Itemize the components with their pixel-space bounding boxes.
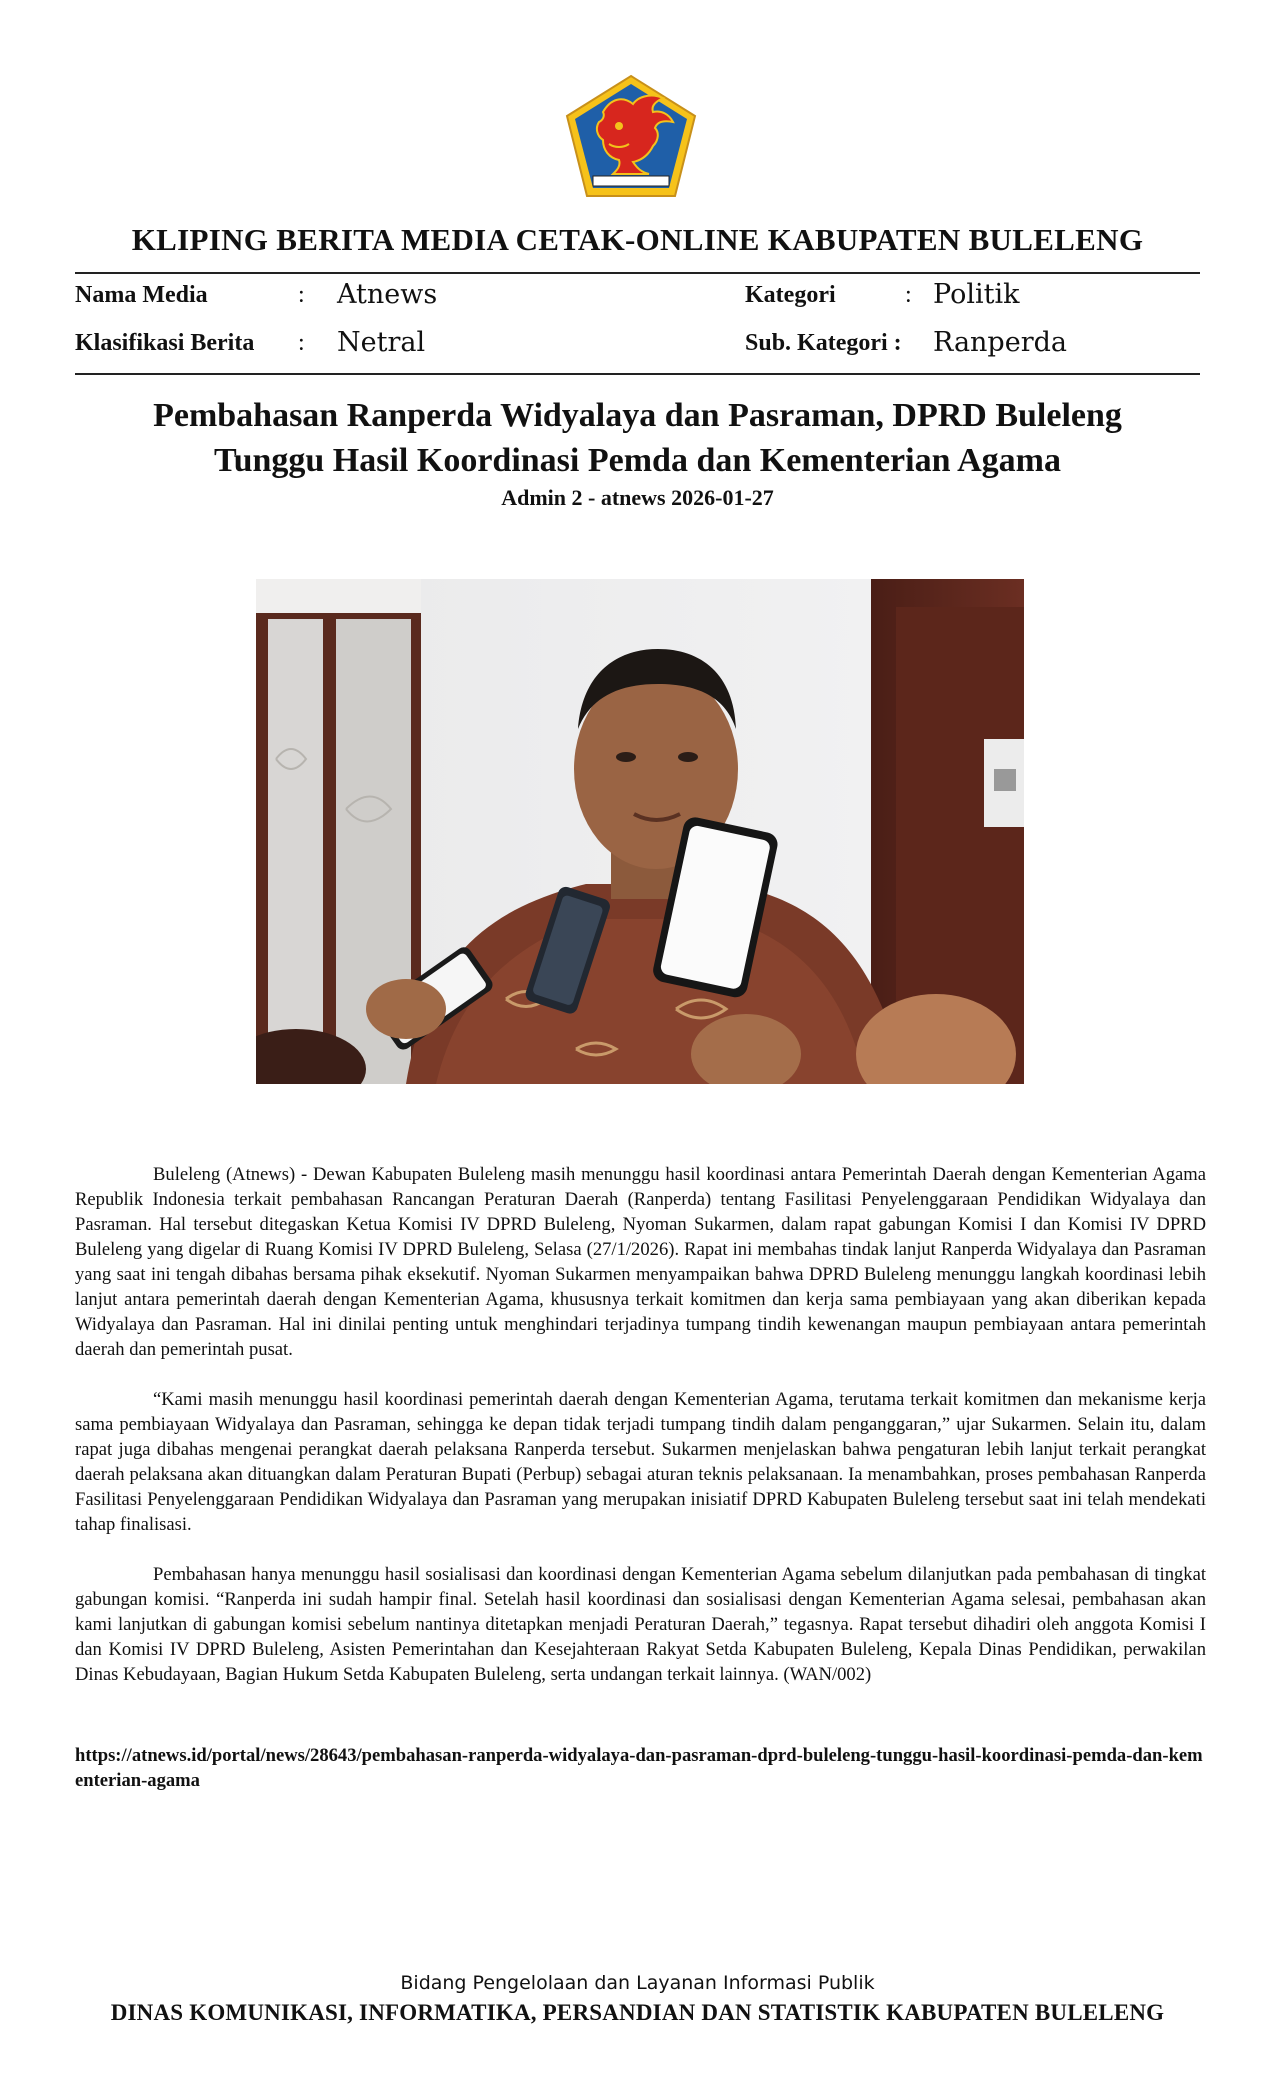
article-headline [75,393,1200,483]
buleleng-crest-logo [563,74,699,200]
subkategori-label: Sub. Kategori : [745,330,902,356]
kategori-label: Kategori [745,282,836,308]
paragraph-2: “Kami masih menunggu hasil koordinasi pemerintah daerah dengan Kementerian Agama, terutama terkait komitmen dan mekanisme kerja sama pembiayaan Widyalaya dan Pasraman, sehingga ke depan tidak terjadi tumpang tindih dalam penganggaran,” ujar Sukarmen. Selain itu, dalam rapat juga dibahas mengenai perangkat daerah pelaksana Ranperda tersebut. Sukarmen menjelaskan bahwa pengaturan lebih lanjut terkait perangkat daerah pelaksana akan dituangkan dalam Peraturan Bupati (Perbup) sebagai aturan teknis pelaksanaan. Ia menambahkan, proses pembahasan Ranperda Fasilitasi Penyelenggaraan Pendidikan Widyalaya dan Pasraman yang merupakan inisiatif DPRD Kabupaten Buleleng tersebut saat ini telah mendekati tahap finalisasi. [75,1389,1206,1535]
headline-line-2: Tunggu Hasil Koordinasi Pemda dan Kementerian Agama [214,442,1061,479]
masthead-title: KLIPING BERITA MEDIA CETAK-ONLINE KABUPATEN BULELENG [131,222,1144,257]
meta-row-media [75,280,1200,320]
klasifikasi-colon: : [298,330,305,356]
paragraph-3: Pembahasan hanya menunggu hasil sosialisasi dan koordinasi dengan Kementerian Agama sebelum dilanjutkan pada pembahasan di tingkat gabungan komisi. “Ranperda ini sudah hampir final. Setelah hasil koordinasi dan sosialisasi dengan Kementerian Agama selesai, pembahasan akan kami lanjutkan di gabungan komisi sebelum nantinya ditetapkan menjadi Peraturan Daerah,” tegasnya. Rapat tersebut dihadiri oleh anggota Komisi I dan Komisi IV DPRD Buleleng, Asisten Pemerintahan dan Kesejahteraan Rakyat Setda Kabupaten Buleleng, Kepala Dinas Pendidikan, perwakilan Dinas Kebudayaan, Bagian Hukum Setda Kabupaten Buleleng, serta undangan terkait lainnya. (WAN/002) [75,1564,1206,1685]
paragraph-1: Buleleng (Atnews) - Dewan Kabupaten Buleleng masih menunggu hasil koordinasi antara Pemerintah Daerah dengan Kementerian Agama Republik Indonesia terkait pembahasan Rancangan Peraturan Daerah (Ranperda) tentang Fasilitasi Penyelenggaraan Pendidikan Widyalaya dan Pasraman. Hal tersebut ditegaskan Ketua Komisi IV DPRD Buleleng, Nyoman Sukarmen, dalam rapat gabungan Komisi I dan Komisi IV DPRD Buleleng yang digelar di Ruang Komisi IV DPRD Buleleng, Selasa (27/1/2026). Rapat ini membahas tindak lanjut Ranperda Widyalaya dan Pasraman yang saat ini tengah dibahas bersama pihak eksekutif. Nyoman Sukarmen menyampaikan bahwa DPRD Buleleng menunggu langkah koordinasi lebih lanjut antara pemerintah daerah dengan Kementerian Agama, khususnya terkait komitmen dan kerja sama pembiayaan yang akan diberikan kepada Widyalaya dan Pasraman. Hal ini dinilai penting untuk menghindari terjadinya tumpang tindih kewenangan maupun pembiayaan antara pemerintah daerah dan pemerintah pusat. [75,1164,1206,1360]
kategori-colon: : [905,282,912,308]
article-byline: Admin 2 - atnews 2026-01-27 [501,485,774,510]
media-label: Nama Media [75,282,208,308]
media-value: Atnews [337,279,438,310]
article-photo [256,579,1024,1084]
klasifikasi-label: Klasifikasi Berita [75,330,255,356]
subkategori-value: Ranperda [933,327,1067,358]
article-body [75,1162,1206,1712]
headline-line-1: Pembahasan Ranperda Widyalaya dan Pasraman, DPRD Buleleng [153,397,1122,434]
crest-icon [563,74,699,200]
footer-agency: DINAS KOMUNIKASI, INFORMATIKA, PERSANDIAN DAN STATISTIK KABUPATEN BULELENG [110,2000,1165,2025]
header-divider-top [75,272,1200,274]
header-divider-bottom [75,373,1200,375]
footer-department: Bidang Pengelolaan dan Layanan Informasi Publik [400,1972,875,1994]
meta-row-klasifikasi [75,328,1200,368]
media-colon: : [298,282,305,308]
kategori-value: Politik [933,279,1020,310]
source-url-link[interactable]: https://atnews.id/portal/news/28643/pembahasan-ranperda-widyalaya-dan-pasraman-dprd-buleleng-tunggu-hasil-koordinasi-pemda-dan-kementerian-agama [75,1745,1203,1791]
klasifikasi-value: Netral [337,327,426,358]
photo-illustration [256,579,1024,1084]
